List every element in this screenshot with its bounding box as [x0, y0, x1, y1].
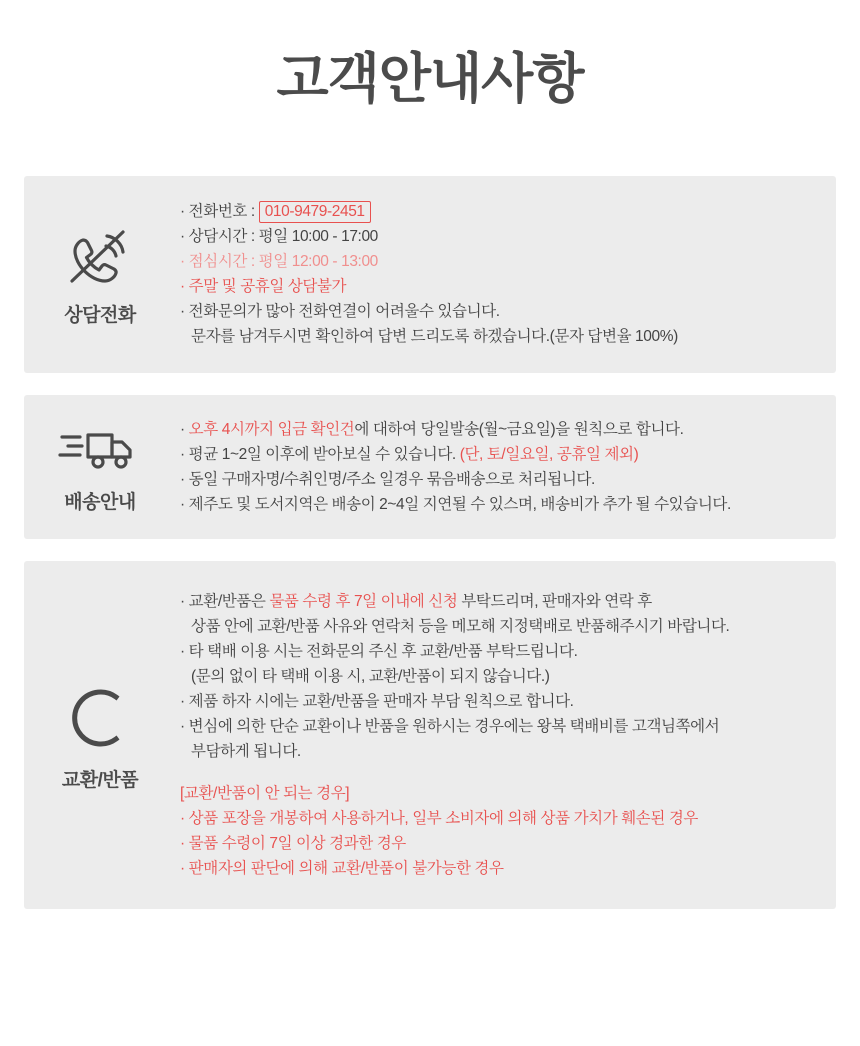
- delivery-highlight-2: (단, 토/일요일, 공휴일 제외): [459, 445, 639, 463]
- truck-icon: [58, 423, 142, 477]
- exchange-line-1: [180, 589, 818, 614]
- delivery-icon-block: [24, 395, 176, 539]
- exchange-text-1a: · 교환/반품은: [180, 592, 270, 610]
- exchange-caption: 교환/반품: [61, 770, 139, 792]
- contact-line-sms: 문자를 남겨두시면 확인하여 답변 드리도록 하겠습니다.(문자 답변율 100%): [191, 328, 678, 346]
- contact-line-hours: · 상담시간 : 평일 10:00 - 17:00: [180, 227, 378, 245]
- delivery-line-leadtime: [180, 442, 818, 467]
- contact-caption: 상담전화: [64, 304, 136, 326]
- section-contact: [24, 176, 836, 373]
- phone-ring-icon: [63, 226, 137, 290]
- contact-phone-label: · 전화번호 :: [180, 202, 259, 220]
- delivery-lines: [176, 395, 836, 539]
- exchange-denied-2: · 물품 수령이 7일 이상 경과한 경우: [180, 834, 406, 852]
- exchange-text-1b: 부탁드리며, 판매자와 연락 후: [457, 592, 652, 610]
- delivery-text-1: 에 대하여 당일발송(월~금요일)을 원칙으로 합니다.: [354, 420, 684, 438]
- guide-page: [0, 46, 860, 909]
- delivery-highlight-1: 오후 4시까지 입금 확인건: [188, 420, 355, 438]
- exchange-denied-1: · 상품 포장을 개봉하여 사용하거나, 일부 소비자에 의해 상품 가치가 훼손된 경우: [180, 809, 698, 827]
- contact-lines: [176, 176, 836, 373]
- exchange-lines: [176, 561, 836, 909]
- delivery-line-bundle: · 동일 구매자명/수취인명/주소 일경우 묶음배송으로 처리됩니다.: [180, 470, 595, 488]
- contact-line-weekend: · 주말 및 공휴일 상담불가: [180, 278, 347, 295]
- exchange-spacer: [180, 765, 818, 781]
- exchange-line-7: 부담하게 됩니다.: [191, 743, 301, 761]
- contact-line-phone: [180, 199, 818, 224]
- section-exchange: [24, 561, 836, 909]
- exchange-line-2: 상품 안에 교환/반품 사유와 연락처 등을 메모해 지정택배로 반품해주시기 바랍니다.: [191, 617, 730, 635]
- page-title: 고객안내사항: [276, 49, 584, 109]
- exchange-denied-heading: [교환/반품이 안 되는 경우]: [180, 784, 350, 802]
- contact-icon-block: [24, 176, 176, 373]
- delivery-line-remote: · 제주도 및 도서지역은 배송이 2~4일 지연될 수 있스며, 배송비가 추가 될 수있습니다.: [180, 495, 731, 513]
- exchange-line-5: · 제품 하자 시에는 교환/반품을 판매자 부담 원칙으로 합니다.: [180, 693, 574, 711]
- contact-line-busy: · 전화문의가 많아 전화연결이 어려울수 있습니다.: [180, 303, 500, 321]
- exchange-icon-block: [24, 561, 176, 909]
- contact-phone-number: 010-9479-2451: [259, 201, 371, 223]
- exchange-line-6: · 변심에 의한 단순 교환이나 반품을 원하시는 경우에는 왕복 택배비를 고객님쪽에서: [180, 718, 720, 736]
- exchange-denied-3: · 판매자의 판단에 의해 교환/반품이 불가능한 경우: [180, 859, 504, 877]
- delivery-caption: 배송안내: [64, 492, 136, 514]
- exchange-highlight-1: 물품 수령 후 7일 이내에 신청: [269, 592, 458, 610]
- delivery-bullet-1: ·: [180, 420, 189, 438]
- delivery-line-sameday: [180, 417, 818, 442]
- contact-line-lunch: · 점심시간 : 평일 12:00 - 13:00: [180, 252, 378, 270]
- exchange-line-3: · 타 택배 이용 시는 전화문의 주신 후 교환/반품 부탁드립니다.: [180, 643, 578, 661]
- refresh-circle-icon: [63, 681, 137, 755]
- exchange-line-4: (문의 없이 타 택배 이용 시, 교환/반품이 되지 않습니다.): [191, 668, 550, 686]
- delivery-text-2: · 평균 1~2일 이후에 받아보실 수 있습니다.: [180, 445, 460, 463]
- section-delivery: [24, 395, 836, 539]
